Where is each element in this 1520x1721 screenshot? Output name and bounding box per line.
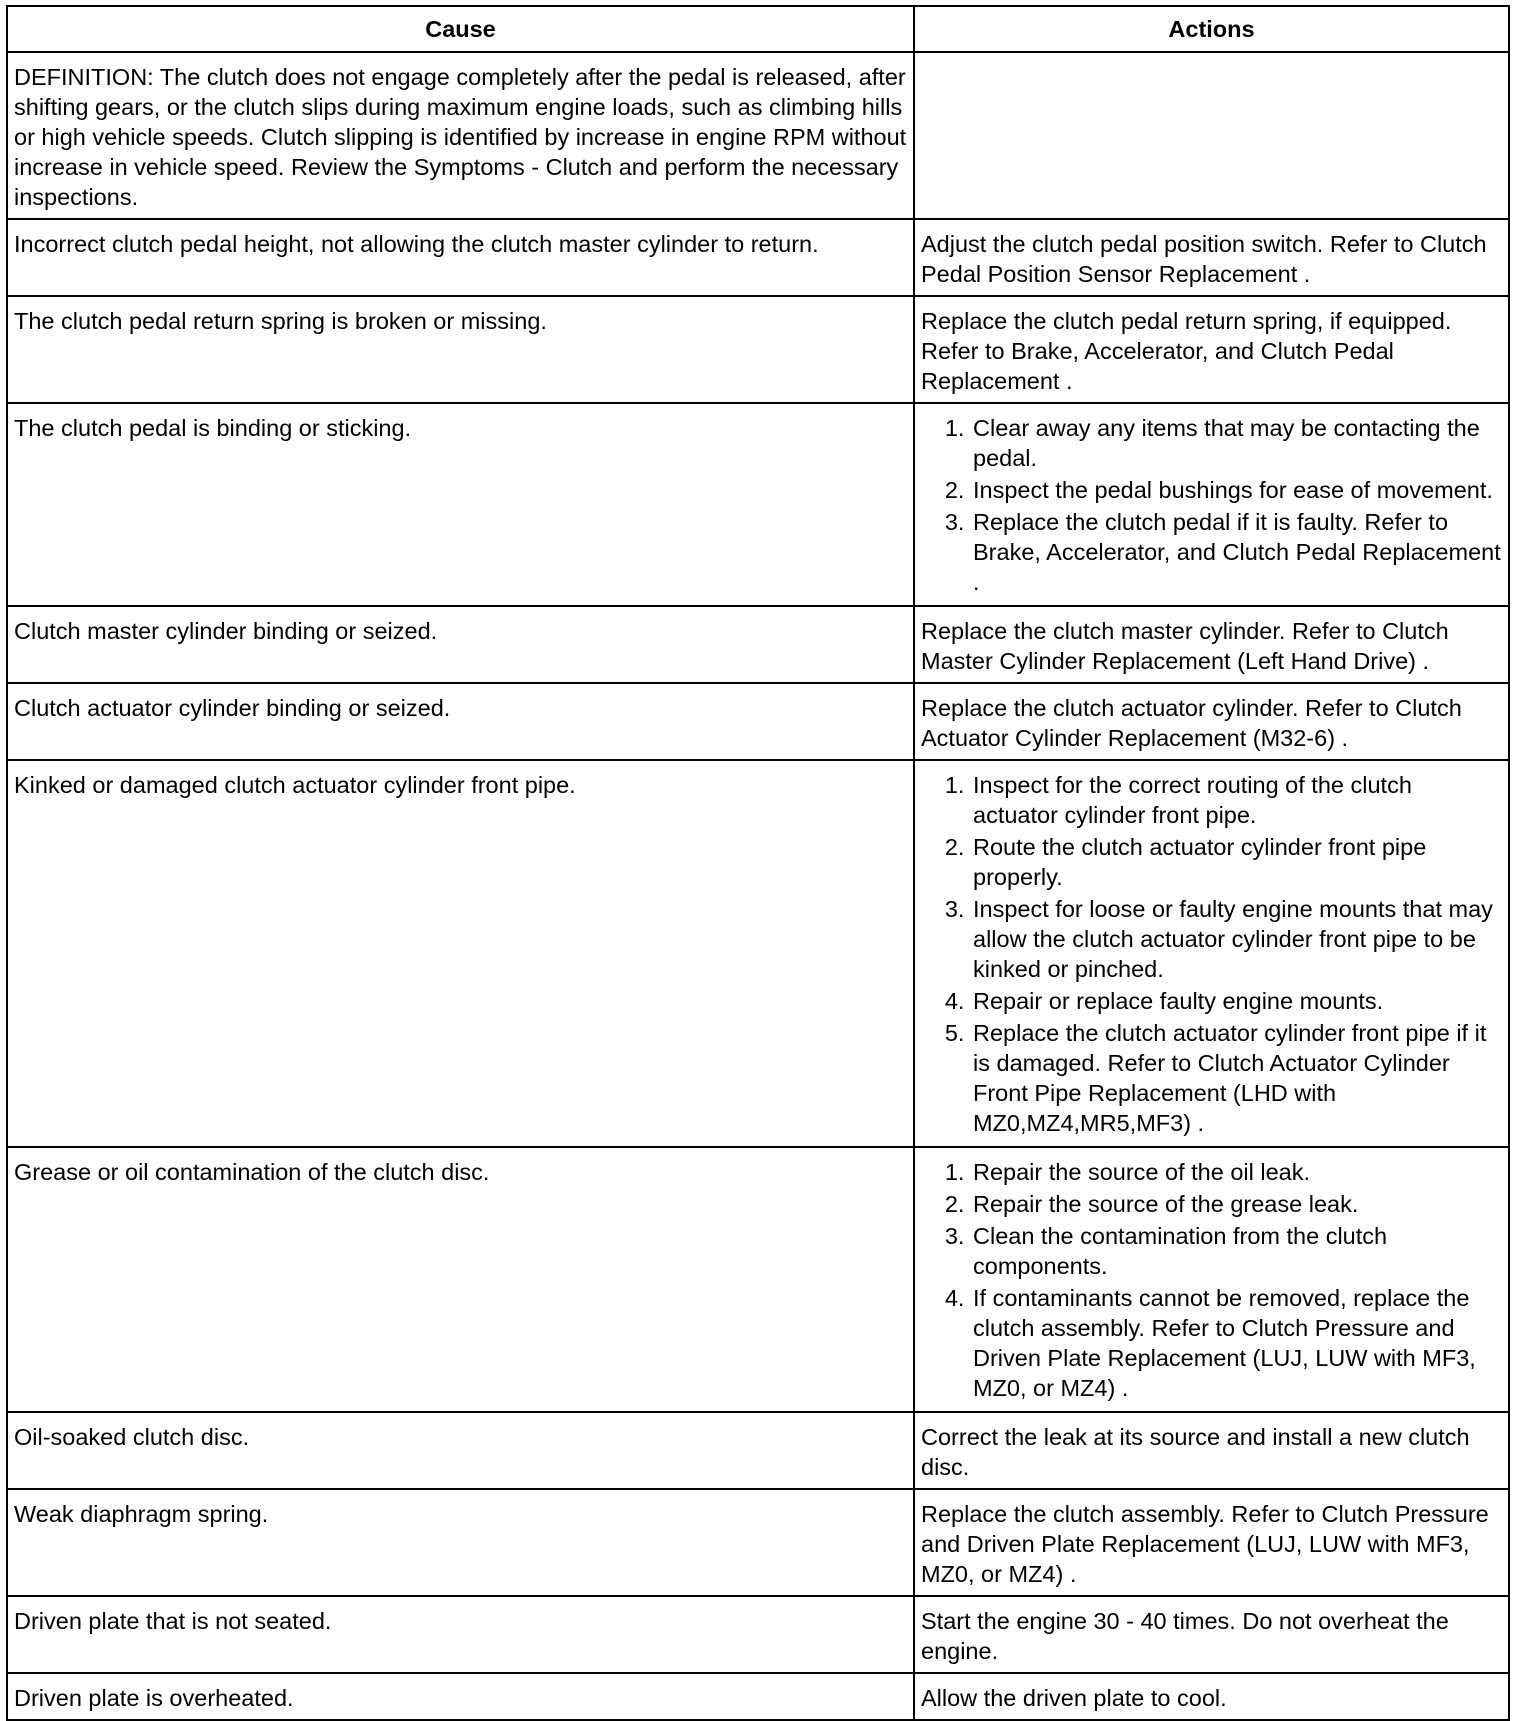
cause-cell: Driven plate that is not seated. [7, 1596, 914, 1673]
action-step: 1. Repair the source of the oil leak. [971, 1157, 1502, 1187]
cause-cell: Oil-soaked clutch disc. [7, 1412, 914, 1489]
action-cell: Replace the clutch assembly. Refer to Clutch Pressure and Driven Plate Replacement (LUJ, LUW with MF3, MZ0, or MZ4) . [914, 1489, 1509, 1596]
action-step: 2. Route the clutch actuator cylinder front pipe properly. [971, 832, 1502, 892]
actions-column-header: Actions [914, 6, 1509, 52]
cause-cell: Weak diaphragm spring. [7, 1489, 914, 1596]
action-step: 4. Repair or replace faulty engine mounts. [971, 986, 1502, 1016]
cause-column-header: Cause [7, 6, 914, 52]
diagnostic-table [6, 5, 1510, 1721]
action-cell [914, 52, 1509, 219]
action-step: 3. Inspect for loose or faulty engine mounts that may allow the clutch actuator cylinder front pipe to be kinked or pinched. [971, 894, 1502, 984]
action-cell [914, 403, 1509, 606]
table-header-row [7, 6, 1509, 52]
cause-cell: Incorrect clutch pedal height, not allowing the clutch master cylinder to return. [7, 219, 914, 296]
action-step: 1. Clear away any items that may be contacting the pedal. [971, 413, 1502, 473]
cause-cell: Kinked or damaged clutch actuator cylinder front pipe. [7, 760, 914, 1147]
action-step: 2. Inspect the pedal bushings for ease of movement. [971, 475, 1502, 505]
action-cell: Allow the driven plate to cool. [914, 1673, 1509, 1720]
action-step: 4. If contaminants cannot be removed, replace the clutch assembly. Refer to Clutch Pressure and Driven Plate Replacement (LUJ, LUW with MF3, MZ0, or MZ4) . [971, 1283, 1502, 1403]
action-steps [921, 1157, 1502, 1403]
cause-cell: Clutch actuator cylinder binding or seized. [7, 683, 914, 760]
table-row [7, 219, 1509, 296]
cause-cell: The clutch pedal return spring is broken or missing. [7, 296, 914, 403]
table-row [7, 1147, 1509, 1412]
cause-cell: The clutch pedal is binding or sticking. [7, 403, 914, 606]
table-row [7, 760, 1509, 1147]
table-row [7, 1673, 1509, 1720]
cause-cell: Driven plate is overheated. [7, 1673, 914, 1720]
table-row [7, 296, 1509, 403]
table-row [7, 1596, 1509, 1673]
cause-cell: DEFINITION: The clutch does not engage completely after the pedal is released, after shifting gears, or the clutch slips during maximum engine loads, such as climbing hills or high vehicle speeds. Clutch slipping is identified by increase in engine RPM without increase in vehicle speed. Review the Symptoms - Clutch and perform the necessary inspections. [7, 52, 914, 219]
action-cell: Replace the clutch pedal return spring, if equipped. Refer to Brake, Accelerator, and Clutch Pedal Replacement . [914, 296, 1509, 403]
action-cell: Correct the leak at its source and install a new clutch disc. [914, 1412, 1509, 1489]
table-row [7, 606, 1509, 683]
table-row [7, 403, 1509, 606]
action-cell: Adjust the clutch pedal position switch. Refer to Clutch Pedal Position Sensor Replacement . [914, 219, 1509, 296]
action-steps [921, 770, 1502, 1138]
cause-cell: Grease or oil contamination of the clutch disc. [7, 1147, 914, 1412]
action-cell [914, 1147, 1509, 1412]
action-steps [921, 413, 1502, 597]
action-step: 2. Repair the source of the grease leak. [971, 1189, 1502, 1219]
table-row [7, 1412, 1509, 1489]
table-row [7, 52, 1509, 219]
action-step: 5. Replace the clutch actuator cylinder front pipe if it is damaged. Refer to Clutch Actuator Cylinder Front Pipe Replacement (LHD with MZ0,MZ4,MR5,MF3) . [971, 1018, 1502, 1138]
action-step: 3. Clean the contamination from the clutch components. [971, 1221, 1502, 1281]
action-cell: Start the engine 30 - 40 times. Do not overheat the engine. [914, 1596, 1509, 1673]
action-cell: Replace the clutch actuator cylinder. Refer to Clutch Actuator Cylinder Replacement (M32-6) . [914, 683, 1509, 760]
action-cell [914, 760, 1509, 1147]
table-row [7, 683, 1509, 760]
action-cell: Replace the clutch master cylinder. Refer to Clutch Master Cylinder Replacement (Left Hand Drive) . [914, 606, 1509, 683]
action-step: 3. Replace the clutch pedal if it is faulty. Refer to Brake, Accelerator, and Clutch Pedal Replacement . [971, 507, 1502, 597]
cause-cell: Clutch master cylinder binding or seized. [7, 606, 914, 683]
action-step: 1. Inspect for the correct routing of the clutch actuator cylinder front pipe. [971, 770, 1502, 830]
table-row [7, 1489, 1509, 1596]
